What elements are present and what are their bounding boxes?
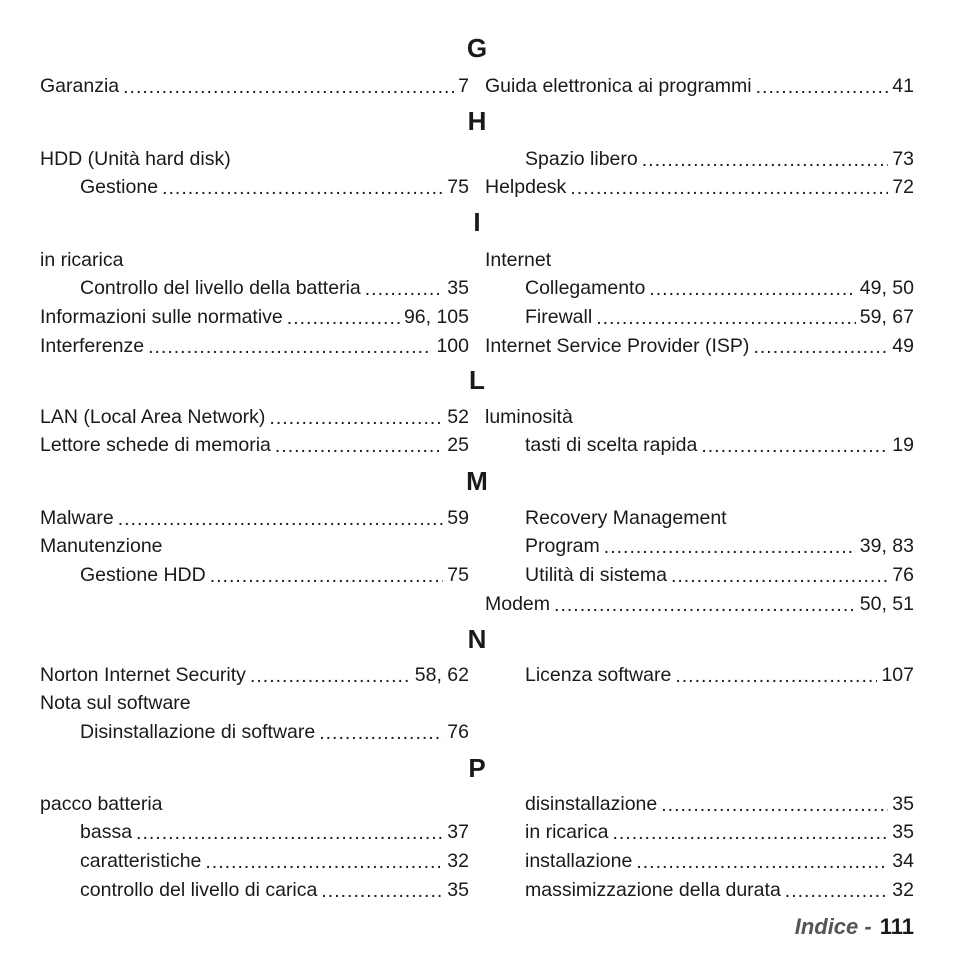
dot-leader xyxy=(661,794,888,816)
entry-term: Controllo del livello della batteria xyxy=(80,277,361,300)
section-m-left-column xyxy=(40,501,469,587)
entry-pages: 76 xyxy=(892,564,914,587)
index-subentry xyxy=(40,715,469,744)
dot-leader xyxy=(162,177,443,199)
index-subentry xyxy=(40,558,469,587)
entry-term: Modem xyxy=(485,592,551,615)
index-entry xyxy=(40,501,469,530)
index-subentry xyxy=(485,501,914,530)
index-subentry xyxy=(40,171,469,200)
section-letter-i: I xyxy=(473,207,481,237)
dot-leader xyxy=(785,880,889,902)
index-subentry xyxy=(40,816,469,845)
entry-pages: 37 xyxy=(447,821,469,844)
index-entry xyxy=(40,243,469,272)
entry-pages: 7 xyxy=(458,74,469,97)
entry-term: Garanzia xyxy=(40,74,120,97)
entry-term: Collegamento xyxy=(525,277,646,300)
entry-term: Licenza software xyxy=(525,663,672,686)
dot-leader xyxy=(123,76,454,98)
entry-pages: 35 xyxy=(447,878,469,901)
entry-term: Nota sul software xyxy=(40,692,191,715)
entry-term: Gestione HDD xyxy=(80,564,206,587)
dot-leader xyxy=(675,665,877,687)
page-footer xyxy=(795,914,914,940)
entry-term: Interferenze xyxy=(40,334,145,357)
entry-pages: 32 xyxy=(447,850,469,873)
index-subentry xyxy=(485,873,914,902)
index-subentry xyxy=(485,787,914,816)
dot-leader xyxy=(136,822,443,844)
dot-leader xyxy=(321,880,443,902)
entry-term: tasti di scelta rapida xyxy=(525,434,698,457)
dot-leader xyxy=(554,594,856,616)
index-entry xyxy=(40,429,469,458)
entry-pages: 35 xyxy=(447,277,469,300)
dot-leader xyxy=(701,435,888,457)
index-entry xyxy=(485,243,914,272)
entry-term: Spazio libero xyxy=(525,147,638,170)
dot-leader xyxy=(365,278,444,300)
dot-leader xyxy=(205,851,443,873)
section-h-left-column xyxy=(40,142,469,199)
entry-pages: 59 xyxy=(447,506,469,529)
index-subentry xyxy=(40,873,469,902)
section-letter-m: M xyxy=(466,466,488,496)
entry-term: LAN (Local Area Network) xyxy=(40,405,266,428)
entry-pages: 96, 105 xyxy=(403,306,469,329)
entry-term: Internet Service Provider (ISP) xyxy=(485,334,750,357)
entry-term: massimizzazione della durata xyxy=(525,878,781,901)
entry-term: luminosità xyxy=(485,405,573,428)
entry-pages: 72 xyxy=(892,176,914,199)
index-subentry xyxy=(485,530,914,559)
dot-leader xyxy=(604,536,856,558)
index-subentry xyxy=(485,429,914,458)
dot-leader xyxy=(319,722,443,744)
index-subentry xyxy=(485,816,914,845)
index-entry xyxy=(40,300,469,329)
entry-term: Guida elettronica ai programmi xyxy=(485,74,752,97)
entry-pages: 49, 50 xyxy=(859,277,914,300)
footer-page-number: 111 xyxy=(879,914,914,939)
entry-pages: 34 xyxy=(892,850,914,873)
entry-term: Informazioni sulle normative xyxy=(40,306,283,329)
entry-term: Norton Internet Security xyxy=(40,663,246,686)
entry-term: Helpdesk xyxy=(485,176,567,199)
section-letter-p: P xyxy=(468,753,486,783)
index-subentry xyxy=(485,844,914,873)
entry-pages: 59, 67 xyxy=(859,306,914,329)
entry-pages: 32 xyxy=(892,878,914,901)
entry-term: Firewall xyxy=(525,306,593,329)
dot-leader xyxy=(287,307,400,329)
section-g-right-column xyxy=(485,69,914,98)
index-subentry xyxy=(485,658,914,687)
index-entry xyxy=(40,787,469,816)
index-subentry xyxy=(485,300,914,329)
index-subentry xyxy=(40,272,469,301)
dot-leader xyxy=(118,508,444,530)
dot-leader xyxy=(275,435,443,457)
index-entry xyxy=(485,587,914,616)
index-entry xyxy=(40,658,469,687)
dot-leader xyxy=(636,851,888,873)
entry-term: controllo del livello di carica xyxy=(80,878,318,901)
index-entry xyxy=(485,69,914,98)
section-letter-g: G xyxy=(466,33,488,63)
entry-pages: 107 xyxy=(881,663,914,686)
entry-term: pacco batteria xyxy=(40,792,163,815)
entry-pages: 50, 51 xyxy=(859,592,914,615)
entry-pages: 49 xyxy=(892,334,914,357)
entry-term: Manutenzione xyxy=(40,535,163,558)
dot-leader xyxy=(756,76,889,98)
entry-term: Utilità di sistema xyxy=(525,564,667,587)
section-n-right-column xyxy=(485,658,914,687)
entry-pages: 76 xyxy=(447,721,469,744)
section-l-right-column xyxy=(485,400,914,457)
entry-term: HDD (Unità hard disk) xyxy=(40,147,231,170)
dot-leader xyxy=(210,565,444,587)
dot-leader xyxy=(250,665,411,687)
index-subentry xyxy=(40,844,469,873)
entry-pages: 25 xyxy=(447,434,469,457)
section-letter-l: L xyxy=(469,365,485,395)
entry-term: installazione xyxy=(525,850,633,873)
index-entry xyxy=(485,329,914,358)
entry-pages: 75 xyxy=(447,176,469,199)
section-m-right-column xyxy=(485,501,914,616)
entry-pages: 35 xyxy=(892,821,914,844)
dot-leader xyxy=(671,565,888,587)
section-n-left-column xyxy=(40,658,469,744)
index-entry xyxy=(40,142,469,171)
section-l-left-column xyxy=(40,400,469,457)
entry-term: Program xyxy=(525,535,600,558)
entry-term: bassa xyxy=(80,821,133,844)
section-p-right-column xyxy=(485,787,914,902)
section-letter-h: H xyxy=(467,106,487,136)
dot-leader xyxy=(642,149,889,171)
index-entry xyxy=(40,69,469,98)
entry-term: in ricarica xyxy=(40,248,124,271)
index-subentry xyxy=(485,558,914,587)
index-subentry xyxy=(485,142,914,171)
entry-pages: 100 xyxy=(436,334,469,357)
dot-leader xyxy=(269,407,443,429)
section-i-left-column xyxy=(40,243,469,358)
section-g-left-column xyxy=(40,69,469,98)
index-subentry xyxy=(485,272,914,301)
dot-leader xyxy=(612,822,888,844)
section-p-left-column xyxy=(40,787,469,902)
section-i-right-column xyxy=(485,243,914,358)
entry-term: Gestione xyxy=(80,176,159,199)
index-entry xyxy=(40,400,469,429)
entry-pages: 41 xyxy=(892,74,914,97)
entry-term: Lettore schede di memoria xyxy=(40,434,271,457)
section-letter-n: N xyxy=(467,624,487,654)
dot-leader xyxy=(596,307,856,329)
entry-term: Recovery Management xyxy=(525,506,727,529)
dot-leader xyxy=(570,177,888,199)
footer-section-label: Indice - xyxy=(794,914,872,939)
index-entry xyxy=(485,400,914,429)
entry-term: disinstallazione xyxy=(525,792,658,815)
dot-leader xyxy=(753,336,888,358)
entry-pages: 58, 62 xyxy=(414,663,469,686)
entry-pages: 73 xyxy=(892,147,914,170)
entry-term: Malware xyxy=(40,506,114,529)
section-h-right-column xyxy=(485,142,914,199)
entry-term: in ricarica xyxy=(525,821,609,844)
entry-pages: 52 xyxy=(447,405,469,428)
entry-pages: 75 xyxy=(447,564,469,587)
entry-term: Internet xyxy=(485,248,552,271)
index-entry xyxy=(40,530,469,559)
dot-leader xyxy=(148,336,432,358)
entry-term: caratteristiche xyxy=(80,850,202,873)
entry-term: Disinstallazione di software xyxy=(80,721,316,744)
entry-pages: 19 xyxy=(892,434,914,457)
index-entry xyxy=(485,171,914,200)
entry-pages: 39, 83 xyxy=(859,535,914,558)
entry-pages: 35 xyxy=(892,792,914,815)
dot-leader xyxy=(649,278,855,300)
index-entry xyxy=(40,687,469,716)
index-entry xyxy=(40,329,469,358)
